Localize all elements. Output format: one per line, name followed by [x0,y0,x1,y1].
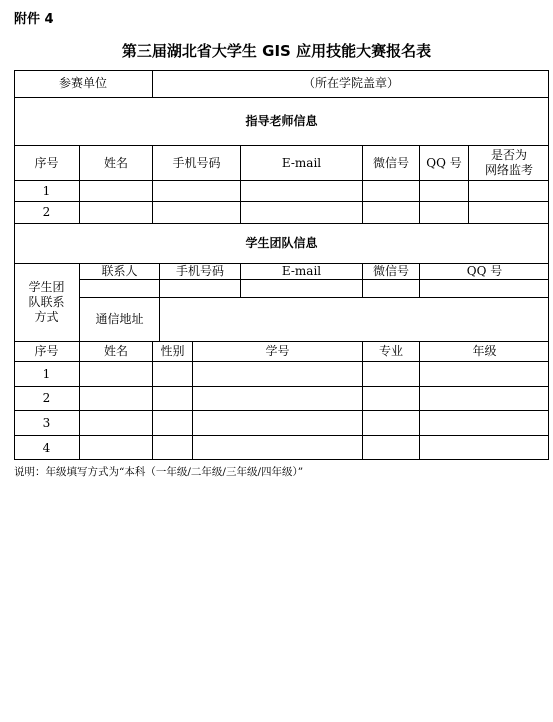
advisor-section-heading: 指导老师信息 [245,114,318,128]
contact-col-qq: QQ 号 [466,264,503,278]
contact-col-phone: 手机号码 [175,264,224,278]
advisor-col-email: E-mail [281,155,322,170]
advisor-col-name: 姓名 [103,155,128,170]
team-section-heading: 学生团队信息 [245,236,318,250]
registration-table [14,70,549,460]
footnote: 说明：年级填写方式为“本科（一年级/二年级/三年级/四年级）” [14,466,304,478]
member-row-index: 2 [42,391,51,405]
advisor-col-index: 序号 [34,155,59,170]
advisor-col-phone: 手机号码 [172,155,221,170]
contact-col-person: 联系人 [101,264,138,278]
member-col-grade: 年级 [472,344,497,358]
member-col-gender: 性别 [160,344,185,358]
member-col-index: 序号 [34,344,59,358]
member-row-index: 1 [42,366,51,381]
member-col-major: 专业 [378,344,403,358]
member-col-student-id: 学号 [265,344,290,358]
contact-col-email: E-mail [281,264,322,278]
advisor-row-index: 2 [42,205,51,219]
advisor-col-wechat: 微信号 [372,155,409,170]
member-row-index: 4 [42,440,51,455]
advisor-col-qq: QQ 号 [426,155,462,170]
member-row-index: 3 [42,415,51,430]
attachment-label: 附件 4 [14,12,54,27]
team-contact-label: 学生团 队联系 方式 [28,280,65,324]
unit-input[interactable]: （所在学院盖章） [302,76,399,90]
unit-label: 参赛单位 [58,76,107,90]
contact-col-wechat: 微信号 [372,264,409,278]
address-label: 通信地址 [95,312,144,326]
advisor-row-index: 1 [42,183,51,198]
advisor-col-proctor: 是否为 网络监考 [484,148,533,177]
member-col-name: 姓名 [103,344,128,358]
form-title: 第三届湖北省大学生 GIS 应用技能大赛报名表 [121,42,432,60]
